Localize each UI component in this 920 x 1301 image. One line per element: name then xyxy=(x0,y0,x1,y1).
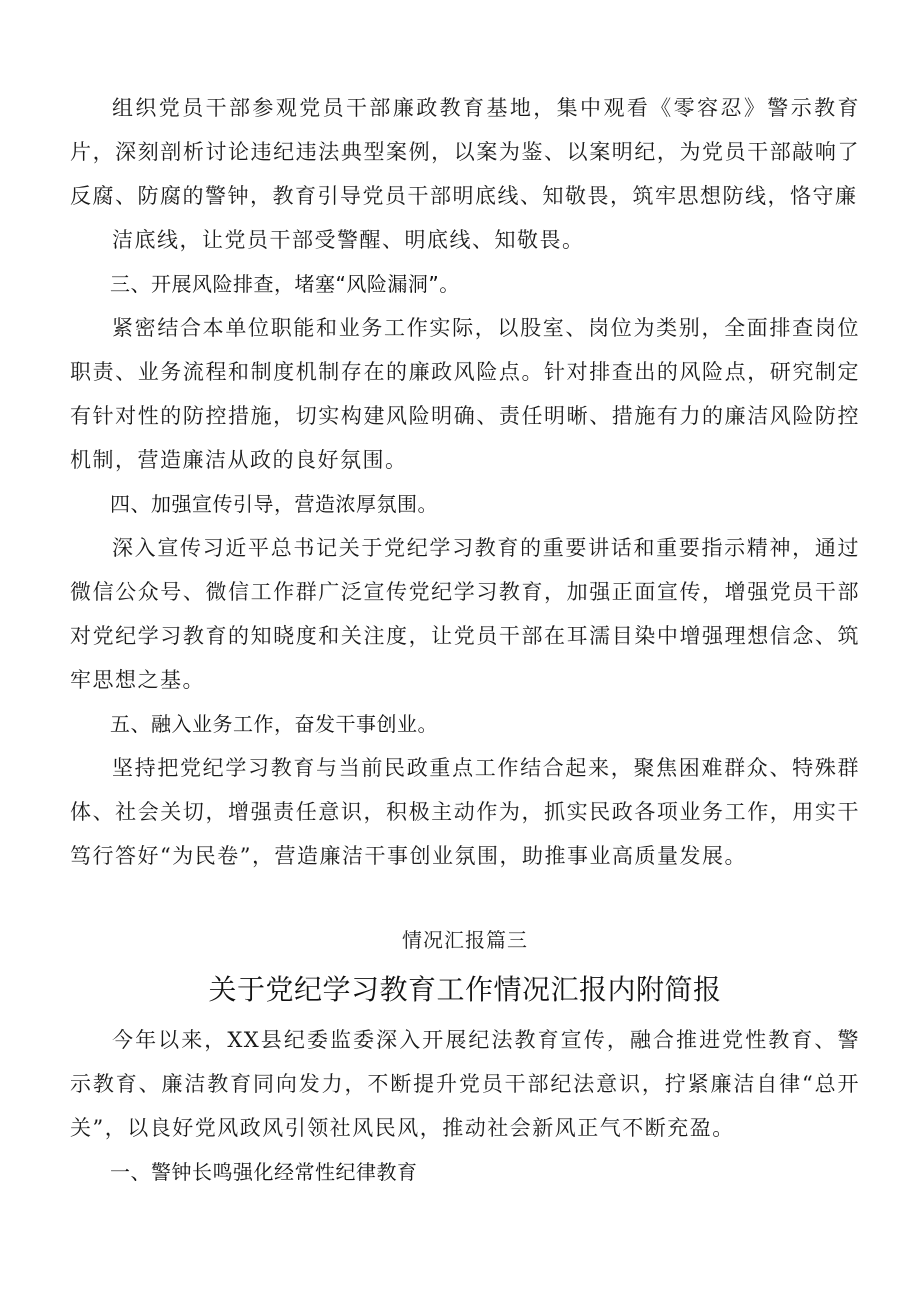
paragraph-business: 坚持把党纪学习教育与当前民政重点工作结合起来，聚焦困难群众、特殊群体、社会关切，增强责任意识，积极主动作为，抓实民政各项业务工作，用实干笃行答好“为民卷”，营造廉洁干事创业氛围，助推事业高质量发展。 xyxy=(70,756,860,868)
section-heading-publicity: 四、加强宣传引导，营造浓厚氛围。 xyxy=(110,492,438,516)
paragraph-intro: 今年以来，XX县纪委监委深入开展纪法教育宣传，融合推进党性教育、警示教育、廉洁教育同向发力，不断提升党员干部纪法意识，拧紧廉洁自律“总开关”，以良好党风政风引领社风民风，推动社会新风正气不断充盈。 xyxy=(70,1028,860,1140)
subtitle-report-three: 情况汇报篇三 xyxy=(402,928,528,952)
paragraph-warning-continued: 洁底线，让党员干部受警醒、明底线、知敬畏。 xyxy=(112,228,585,252)
paragraph-warning-education: 组织党员干部参观党员干部廉政教育基地，集中观看《零容忍》警示教育片，深刻剖析讨论违纪违法典型案例，以案为鉴、以案明纪，为党员干部敲响了反腐、防腐的警钟，教育引导党员干部明底线、知敬畏，筑牢思想防线，恪守廉 xyxy=(70,96,860,208)
paragraph-publicity: 深入宣传习近平总书记关于党纪学习教育的重要讲话和重要指示精神，通过微信公众号、微信工作群广泛宣传党纪学习教育，加强正面宣传，增强党员干部对党纪学习教育的知晓度和关注度，让党员干部在耳濡目染中增强理想信念、筑牢思想之基。 xyxy=(70,536,860,692)
section-heading-business: 五、融入业务工作，奋发干事创业。 xyxy=(110,712,438,736)
top-content xyxy=(70,86,860,878)
document-title: 关于党纪学习教育工作情况汇报内附简报 xyxy=(208,973,722,1006)
report-three xyxy=(70,918,860,1194)
section-heading-risk: 三、开展风险排查，堵塞“风险漏洞”。 xyxy=(110,272,460,296)
paragraph-risk: 紧密结合本单位职能和业务工作实际，以股室、岗位为类别，全面排查岗位职责、业务流程和制度机制存在的廉政风险点。针对排查出的风险点，研究制定有针对性的防控措施，切实构建风险明确、责任明晰、措施有力的廉洁风险防控机制，营造廉洁从政的良好氛围。 xyxy=(70,316,860,472)
section-heading-alarm: 一、警钟长鸣强化经常性纪律教育 xyxy=(110,1160,418,1184)
